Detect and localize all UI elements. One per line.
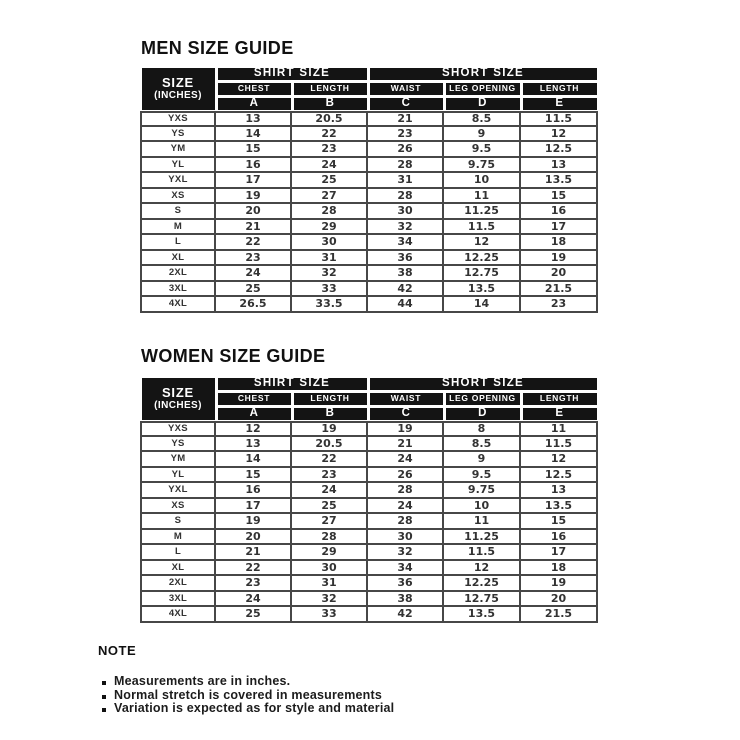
size-cell: 2XL xyxy=(140,266,216,282)
size-cell: 2XL xyxy=(140,576,216,592)
value-cell: 15 xyxy=(521,189,598,205)
column-header-cell: CHEST xyxy=(218,83,291,95)
value-cell: 9 xyxy=(444,127,521,143)
value-cell: 21 xyxy=(216,220,292,236)
value-cell: 19 xyxy=(521,251,598,267)
note-section xyxy=(98,643,394,716)
value-cell: 27 xyxy=(292,189,368,205)
value-cell: 38 xyxy=(368,592,444,608)
value-cell: 16 xyxy=(521,530,598,546)
value-cell: 17 xyxy=(521,545,598,561)
size-cell: 4XL xyxy=(140,607,216,623)
size-cell: YXL xyxy=(140,173,216,189)
value-cell: 13.5 xyxy=(444,282,521,298)
value-cell: 36 xyxy=(368,251,444,267)
value-cell: 12 xyxy=(216,421,292,437)
column-header-cell: LENGTH xyxy=(294,393,367,405)
value-cell: 20 xyxy=(216,204,292,220)
value-cell: 15 xyxy=(521,514,598,530)
corner-label: SIZE xyxy=(161,385,195,400)
value-cell: 28 xyxy=(368,483,444,499)
column-header-cell: LEG OPENING xyxy=(446,393,520,405)
value-cell: 14 xyxy=(216,127,292,143)
size-cell: YM xyxy=(140,142,216,158)
corner-sublabel: (INCHES) xyxy=(154,90,202,101)
size-cell: XL xyxy=(140,251,216,267)
value-cell: 31 xyxy=(292,251,368,267)
women-size-guide-title: WOMEN SIZE GUIDE xyxy=(141,346,326,366)
value-cell: 9.5 xyxy=(444,142,521,158)
size-cell: M xyxy=(140,220,216,236)
value-cell: 36 xyxy=(368,576,444,592)
value-cell: 23 xyxy=(216,576,292,592)
corner-label: SIZE xyxy=(161,75,195,90)
value-cell: 22 xyxy=(216,561,292,577)
value-cell: 27 xyxy=(292,514,368,530)
men-size-guide-title: MEN SIZE GUIDE xyxy=(141,38,294,58)
value-cell: 13 xyxy=(521,158,598,174)
value-cell: 9 xyxy=(444,452,521,468)
column-letter-cell: D xyxy=(446,408,520,420)
value-cell: 24 xyxy=(216,266,292,282)
note-item: Normal stretch is covered in measurements xyxy=(98,689,394,703)
column-letter-cell: A xyxy=(218,98,291,110)
value-cell: 13 xyxy=(216,437,292,453)
value-cell: 11 xyxy=(444,514,521,530)
value-cell: 23 xyxy=(292,142,368,158)
value-cell: 20 xyxy=(521,266,598,282)
value-cell: 13.5 xyxy=(444,607,521,623)
size-cell: 3XL xyxy=(140,282,216,298)
value-cell: 24 xyxy=(368,452,444,468)
value-cell: 21 xyxy=(368,437,444,453)
value-cell: 12.75 xyxy=(444,266,521,282)
value-cell: 34 xyxy=(368,561,444,577)
value-cell: 12 xyxy=(521,127,598,143)
value-cell: 33 xyxy=(292,607,368,623)
column-header-cell: CHEST xyxy=(218,393,291,405)
value-cell: 11.5 xyxy=(444,220,521,236)
value-cell: 24 xyxy=(368,499,444,515)
value-cell: 13.5 xyxy=(521,499,598,515)
value-cell: 8.5 xyxy=(444,437,521,453)
size-cell: XS xyxy=(140,499,216,515)
value-cell: 21 xyxy=(216,545,292,561)
size-cell: 3XL xyxy=(140,592,216,608)
size-cell: YS xyxy=(140,127,216,143)
value-cell: 16 xyxy=(521,204,598,220)
value-cell: 12.25 xyxy=(444,576,521,592)
value-cell: 12 xyxy=(444,235,521,251)
value-cell: 11 xyxy=(444,189,521,205)
value-cell: 19 xyxy=(368,421,444,437)
value-cell: 12 xyxy=(521,452,598,468)
note-item: Variation is expected as for style and material xyxy=(98,702,394,716)
value-cell: 18 xyxy=(521,235,598,251)
value-cell: 10 xyxy=(444,499,521,515)
size-cell: YXS xyxy=(140,421,216,437)
size-cell: YXS xyxy=(140,111,216,127)
value-cell: 13 xyxy=(216,111,292,127)
value-cell: 38 xyxy=(368,266,444,282)
value-cell: 22 xyxy=(216,235,292,251)
value-cell: 32 xyxy=(368,545,444,561)
value-cell: 22 xyxy=(292,127,368,143)
value-cell: 16 xyxy=(216,483,292,499)
value-cell: 20.5 xyxy=(292,437,368,453)
value-cell: 21.5 xyxy=(521,607,598,623)
size-cell: L xyxy=(140,235,216,251)
size-cell: S xyxy=(140,204,216,220)
value-cell: 9.75 xyxy=(444,483,521,499)
value-cell: 25 xyxy=(216,282,292,298)
value-cell: 17 xyxy=(216,173,292,189)
size-cell: YXL xyxy=(140,483,216,499)
value-cell: 11.5 xyxy=(521,111,598,127)
value-cell: 31 xyxy=(292,576,368,592)
group-header-cell: SHIRT SIZE xyxy=(218,378,367,390)
value-cell: 9.5 xyxy=(444,468,521,484)
value-cell: 20 xyxy=(216,530,292,546)
column-header-cell: LENGTH xyxy=(294,83,367,95)
value-cell: 22 xyxy=(292,452,368,468)
men-size-table xyxy=(140,66,598,313)
corner-sublabel: (INCHES) xyxy=(154,400,202,411)
value-cell: 30 xyxy=(368,530,444,546)
value-cell: 32 xyxy=(368,220,444,236)
value-cell: 21 xyxy=(368,111,444,127)
value-cell: 18 xyxy=(521,561,598,577)
size-cell: YL xyxy=(140,468,216,484)
size-cell: YS xyxy=(140,437,216,453)
value-cell: 33 xyxy=(292,282,368,298)
value-cell: 25 xyxy=(292,499,368,515)
column-header-cell: LENGTH xyxy=(523,83,597,95)
women-size-table xyxy=(140,376,598,623)
value-cell: 12.5 xyxy=(521,468,598,484)
value-cell: 24 xyxy=(292,483,368,499)
value-cell: 24 xyxy=(292,158,368,174)
value-cell: 8 xyxy=(444,421,521,437)
value-cell: 12.75 xyxy=(444,592,521,608)
value-cell: 11 xyxy=(521,421,598,437)
value-cell: 42 xyxy=(368,282,444,298)
size-inches-header-cell xyxy=(142,378,215,420)
size-cell: M xyxy=(140,530,216,546)
value-cell: 28 xyxy=(368,158,444,174)
value-cell: 21.5 xyxy=(521,282,598,298)
value-cell: 23 xyxy=(368,127,444,143)
column-letter-cell: A xyxy=(218,408,291,420)
value-cell: 8.5 xyxy=(444,111,521,127)
note-title: NOTE xyxy=(98,643,137,658)
value-cell: 26 xyxy=(368,468,444,484)
value-cell: 29 xyxy=(292,545,368,561)
value-cell: 13 xyxy=(521,483,598,499)
value-cell: 42 xyxy=(368,607,444,623)
value-cell: 23 xyxy=(216,251,292,267)
value-cell: 19 xyxy=(521,576,598,592)
value-cell: 20.5 xyxy=(292,111,368,127)
column-letter-cell: D xyxy=(446,98,520,110)
column-header-cell: WAIST xyxy=(370,393,443,405)
value-cell: 32 xyxy=(292,266,368,282)
column-letter-cell: B xyxy=(294,98,367,110)
note-list xyxy=(98,675,394,716)
value-cell: 28 xyxy=(292,530,368,546)
value-cell: 11.5 xyxy=(444,545,521,561)
value-cell: 12.25 xyxy=(444,251,521,267)
value-cell: 11.25 xyxy=(444,530,521,546)
group-header-cell: SHORT SIZE xyxy=(370,68,597,80)
value-cell: 25 xyxy=(292,173,368,189)
value-cell: 14 xyxy=(216,452,292,468)
value-cell: 30 xyxy=(292,235,368,251)
value-cell: 28 xyxy=(368,514,444,530)
size-cell: S xyxy=(140,514,216,530)
column-letter-cell: C xyxy=(370,408,443,420)
value-cell: 34 xyxy=(368,235,444,251)
value-cell: 26.5 xyxy=(216,297,292,313)
value-cell: 16 xyxy=(216,158,292,174)
size-cell: 4XL xyxy=(140,297,216,313)
value-cell: 17 xyxy=(216,499,292,515)
value-cell: 44 xyxy=(368,297,444,313)
column-letter-cell: B xyxy=(294,408,367,420)
value-cell: 13.5 xyxy=(521,173,598,189)
value-cell: 24 xyxy=(216,592,292,608)
value-cell: 30 xyxy=(368,204,444,220)
size-cell: YL xyxy=(140,158,216,174)
value-cell: 19 xyxy=(216,514,292,530)
value-cell: 10 xyxy=(444,173,521,189)
column-header-cell: WAIST xyxy=(370,83,443,95)
column-header-cell: LEG OPENING xyxy=(446,83,520,95)
value-cell: 31 xyxy=(368,173,444,189)
group-header-cell: SHORT SIZE xyxy=(370,378,597,390)
value-cell: 33.5 xyxy=(292,297,368,313)
column-letter-cell: C xyxy=(370,98,443,110)
value-cell: 23 xyxy=(292,468,368,484)
value-cell: 26 xyxy=(368,142,444,158)
value-cell: 28 xyxy=(368,189,444,205)
column-header-cell: LENGTH xyxy=(523,393,597,405)
value-cell: 19 xyxy=(216,189,292,205)
size-cell: L xyxy=(140,545,216,561)
value-cell: 15 xyxy=(216,468,292,484)
value-cell: 29 xyxy=(292,220,368,236)
value-cell: 19 xyxy=(292,421,368,437)
value-cell: 30 xyxy=(292,561,368,577)
value-cell: 20 xyxy=(521,592,598,608)
size-inches-header-cell xyxy=(142,68,215,110)
note-item: Measurements are in inches. xyxy=(98,675,394,689)
value-cell: 23 xyxy=(521,297,598,313)
size-cell: YM xyxy=(140,452,216,468)
group-header-cell: SHIRT SIZE xyxy=(218,68,367,80)
value-cell: 28 xyxy=(292,204,368,220)
value-cell: 12 xyxy=(444,561,521,577)
value-cell: 9.75 xyxy=(444,158,521,174)
value-cell: 17 xyxy=(521,220,598,236)
value-cell: 32 xyxy=(292,592,368,608)
value-cell: 15 xyxy=(216,142,292,158)
column-letter-cell: E xyxy=(523,408,597,420)
size-cell: XS xyxy=(140,189,216,205)
value-cell: 25 xyxy=(216,607,292,623)
value-cell: 12.5 xyxy=(521,142,598,158)
value-cell: 14 xyxy=(444,297,521,313)
column-letter-cell: E xyxy=(523,98,597,110)
size-cell: XL xyxy=(140,561,216,577)
value-cell: 11.5 xyxy=(521,437,598,453)
value-cell: 11.25 xyxy=(444,204,521,220)
